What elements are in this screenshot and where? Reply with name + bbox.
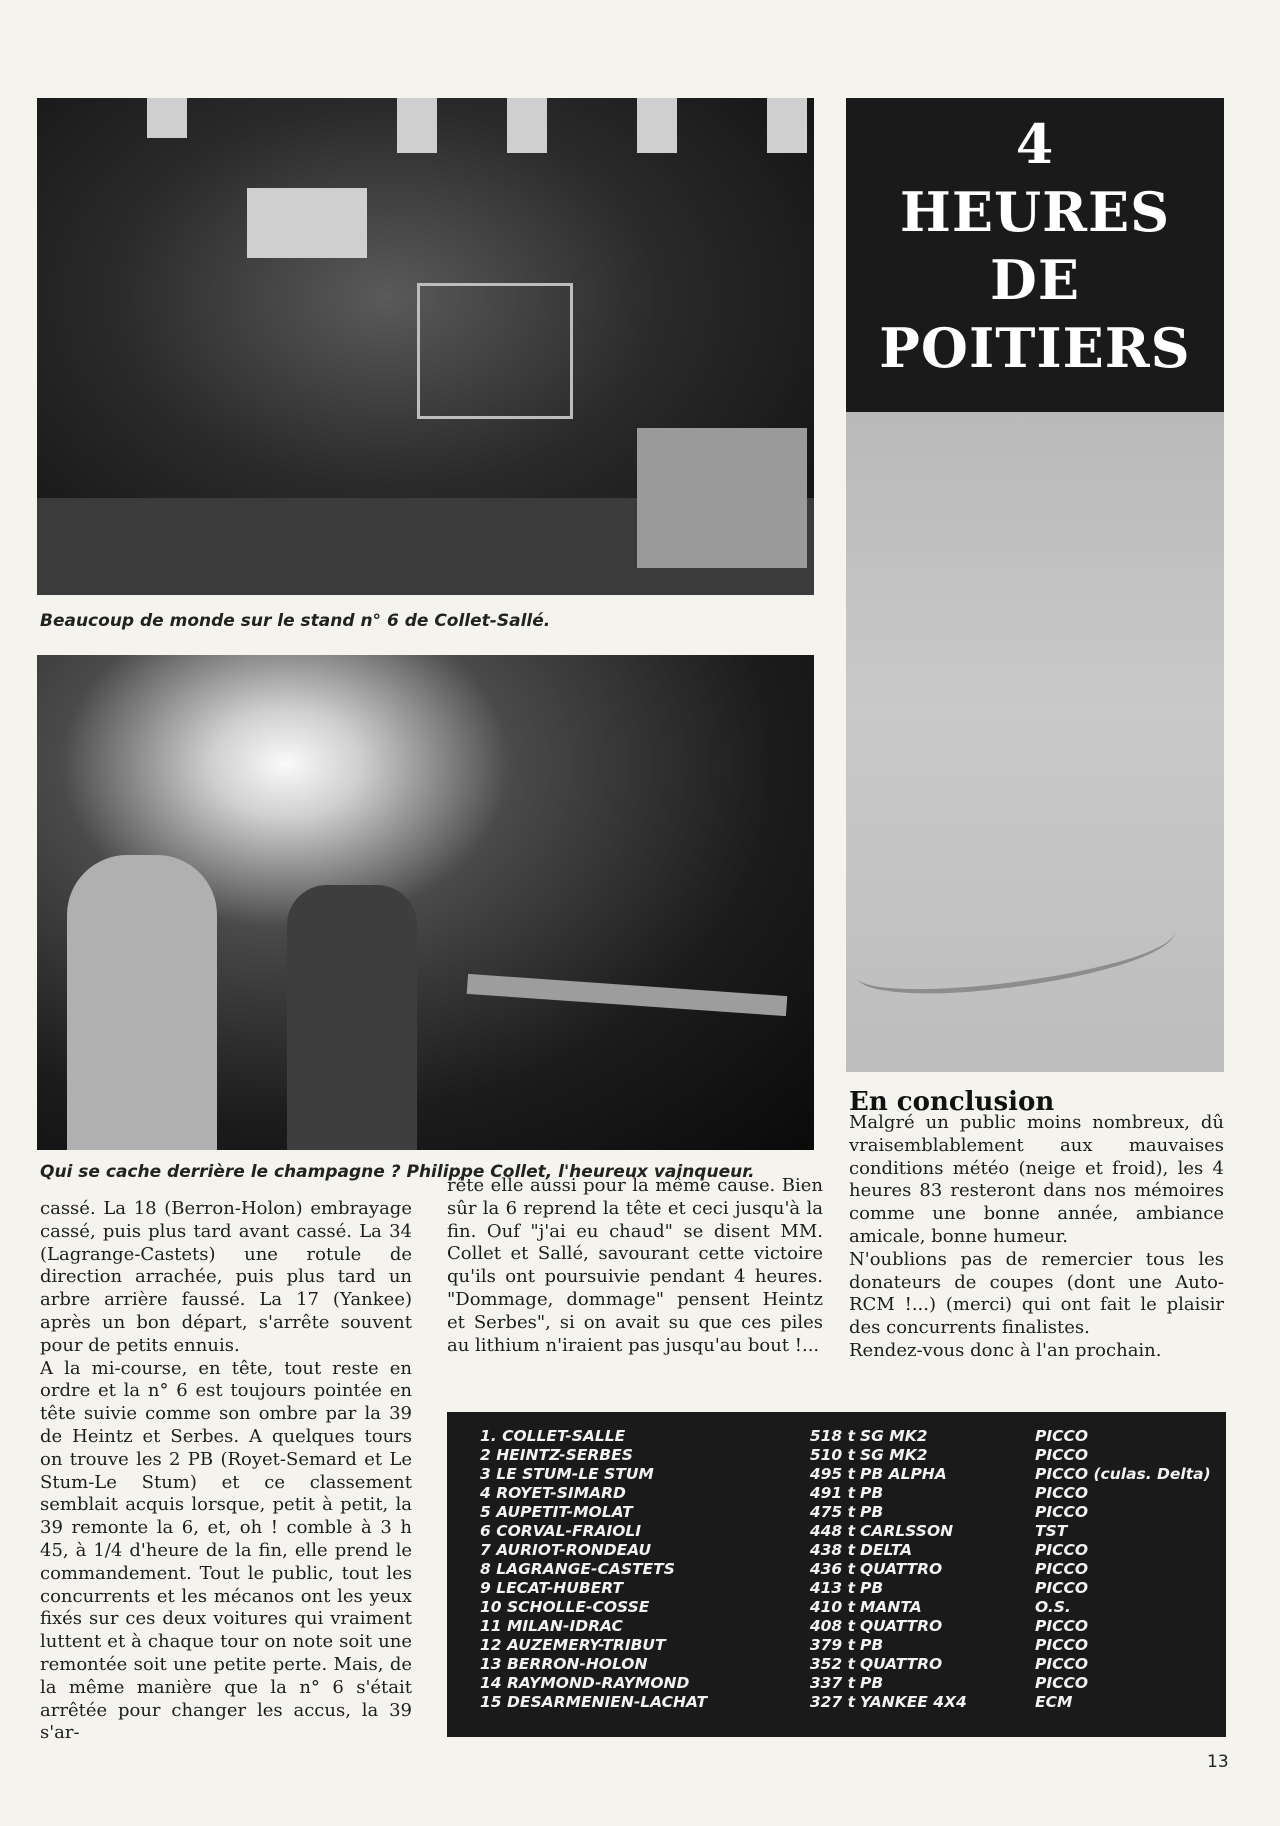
chassis: QUATTRO bbox=[860, 1655, 943, 1673]
article-paragraph: rête elle aussi pour la même cause. Bien sûr la 6 reprend la tête et ceci jusqu'à la fin. Ouf "j'ai eu chaud" se disent MM. Collet et Sallé, savourant cette victoire qu'ils ont poursuivie pendant 4 heures. "Dommage, dommage" pensent Heintz et Serbes", si on avait su que ces piles au lithium n'iraient pas jusqu'au bout !... bbox=[447, 1175, 823, 1356]
laps: 379 t bbox=[809, 1636, 855, 1654]
engine: PICCO bbox=[1035, 1503, 1089, 1521]
photo1-caption: Beaucoup de monde sur le stand n° 6 de Collet-Sallé. bbox=[40, 611, 551, 631]
chassis: PB bbox=[860, 1636, 884, 1654]
chassis: YANKEE 4X4 bbox=[860, 1693, 967, 1711]
photo2-caption: Qui se cache derrière le champagne ? Philippe Collet, l'heureux vainqueur. bbox=[40, 1162, 755, 1182]
engine: PICCO bbox=[1035, 1579, 1089, 1597]
team-name: 2 HEINTZ-SERBES bbox=[480, 1446, 633, 1464]
panel-decoration bbox=[853, 905, 1178, 1003]
engine: PICCO bbox=[1035, 1560, 1089, 1578]
team-name: 5 AUPETIT-MOLAT bbox=[480, 1503, 633, 1521]
engine: PICCO (culas. Delta) bbox=[1035, 1465, 1211, 1483]
team-name: 12 AUZEMERY-TRIBUT bbox=[480, 1636, 666, 1654]
team-name: 1. COLLET-SALLE bbox=[480, 1427, 626, 1445]
engine: PICCO bbox=[1035, 1655, 1089, 1673]
laps: 495 t bbox=[809, 1465, 855, 1483]
laps: 436 t bbox=[809, 1560, 855, 1578]
chassis: QUATTRO bbox=[860, 1617, 943, 1635]
laps: 491 t bbox=[809, 1484, 855, 1502]
photo-shirt bbox=[247, 188, 367, 258]
chassis: CARLSSON bbox=[860, 1522, 954, 1540]
photo-crate bbox=[637, 428, 807, 568]
team-name: 15 DESARMENIEN-LACHAT bbox=[480, 1693, 708, 1711]
engine: PICCO bbox=[1035, 1446, 1089, 1464]
photo-champagne bbox=[37, 655, 814, 1150]
laps: 510 t bbox=[809, 1446, 855, 1464]
engine: PICCO bbox=[1035, 1674, 1089, 1692]
laps: 327 t bbox=[809, 1693, 855, 1711]
team-name: 6 CORVAL-FRAIOLI bbox=[480, 1522, 642, 1540]
laps: 413 t bbox=[809, 1579, 855, 1597]
article-title bbox=[846, 98, 1224, 412]
chassis: DELTA bbox=[860, 1541, 913, 1559]
team-name: 13 BERRON-HOLON bbox=[480, 1655, 648, 1673]
engine: PICCO bbox=[1035, 1484, 1089, 1502]
chassis: PB bbox=[860, 1484, 884, 1502]
team-name: 3 LE STUM-LE STUM bbox=[480, 1465, 654, 1483]
photo-detail bbox=[397, 98, 437, 153]
title-line-3: DE bbox=[990, 248, 1080, 312]
laps: 352 t bbox=[809, 1655, 855, 1673]
photo-detail bbox=[767, 98, 807, 153]
laps: 448 t bbox=[809, 1522, 855, 1540]
article-column-middle bbox=[447, 1175, 823, 1357]
grey-panel bbox=[846, 412, 1224, 1072]
chassis: PB bbox=[860, 1579, 884, 1597]
engine: O.S. bbox=[1035, 1598, 1071, 1616]
chassis: QUATTRO bbox=[860, 1560, 943, 1578]
engine: PICCO bbox=[1035, 1636, 1089, 1654]
team-name: 9 LECAT-HUBERT bbox=[480, 1579, 624, 1597]
photo-stand-6 bbox=[37, 98, 814, 595]
photo-case bbox=[417, 283, 573, 419]
engine: PICCO bbox=[1035, 1427, 1089, 1445]
laps: 518 t bbox=[809, 1427, 855, 1445]
team-name: 7 AURIOT-RONDEAU bbox=[480, 1541, 652, 1559]
chassis: MANTA bbox=[860, 1598, 922, 1616]
engine: ECM bbox=[1035, 1693, 1073, 1711]
chassis: SG MK2 bbox=[860, 1427, 928, 1445]
title-line-2: HEURES bbox=[899, 180, 1171, 244]
engine: TST bbox=[1035, 1522, 1068, 1540]
engine: PICCO bbox=[1035, 1541, 1089, 1559]
team-name: 10 SCHOLLE-COSSE bbox=[480, 1598, 650, 1616]
conclusion-paragraph: N'oublions pas de remercier tous les donateurs de coupes (dont une Auto-RCM !...) (merci) qui ont fait le plaisir des concurrents finalistes. bbox=[849, 1248, 1224, 1339]
page-number: 13 bbox=[1207, 1752, 1229, 1772]
photo-detail bbox=[507, 98, 547, 153]
laps: 475 t bbox=[809, 1503, 855, 1521]
laps: 438 t bbox=[809, 1541, 855, 1559]
laps: 408 t bbox=[809, 1617, 855, 1635]
photo-person bbox=[287, 885, 417, 1150]
conclusion-paragraph: Rendez-vous donc à l'an prochain. bbox=[849, 1339, 1162, 1361]
chassis: SG MK2 bbox=[860, 1446, 928, 1464]
conclusion-paragraph: Malgré un public moins nombreux, dû vraisemblablement aux mauvaises conditions météo (neige et froid), les 4 heures 83 resteront dans nos mémoires comme une bonne année, ambiance amicale, bonne humeur. bbox=[849, 1112, 1224, 1247]
title-line-1: 4 bbox=[1015, 112, 1055, 176]
engine: PICCO bbox=[1035, 1617, 1089, 1635]
conclusion-heading: En conclusion bbox=[849, 1087, 1055, 1117]
photo-table bbox=[467, 974, 788, 1016]
photo-detail bbox=[637, 98, 677, 153]
team-name: 8 LAGRANGE-CASTETS bbox=[480, 1560, 675, 1578]
photo-person bbox=[67, 855, 217, 1150]
chassis: PB bbox=[860, 1674, 884, 1692]
article-paragraph: A la mi-course, en tête, tout reste en ordre et la n° 6 est toujours pointée en tête suivie comme son ombre par la 39 de Heintz et Serbes. A quelques tours on trouve les 2 PB (Royet-Semard et Le Stum-Le Stum) et ce classement semblait acquis lorsque, petit à petit, la 39 remonte la 6, et, oh ! comble à 3 h 45, à 1/4 d'heure de la fin, elle prend le commandement. Tout le public, tout les concurrents et les mécanos ont les yeux fixés sur ces deux voitures qui vraiment luttent et à chaque tour on note soit une remontée soit une petite perte. Mais, de la même manière que la n° 6 s'était arrêtée pour changer les accus, la 39 s'ar- bbox=[40, 1357, 412, 1744]
laps: 337 t bbox=[809, 1674, 855, 1692]
article-column-left bbox=[40, 1198, 412, 1745]
team-name: 4 ROYET-SIMARD bbox=[480, 1484, 626, 1502]
team-name: 14 RAYMOND-RAYMOND bbox=[480, 1674, 690, 1692]
laps: 410 t bbox=[809, 1598, 855, 1616]
photo-detail bbox=[147, 98, 187, 138]
team-name: 11 MILAN-IDRAC bbox=[480, 1617, 623, 1635]
results-table bbox=[447, 1412, 1226, 1737]
title-line-4: POITIERS bbox=[879, 316, 1191, 380]
conclusion-text bbox=[849, 1112, 1224, 1363]
chassis: PB ALPHA bbox=[860, 1465, 947, 1483]
article-paragraph: cassé. La 18 (Berron-Holon) embrayage cassé, puis plus tard avant cassé. La 34 (Lagrange-Castets) une rotule de direction arrachée, puis plus tard un arbre arrière faussé. La 17 (Yankee) après un bon départ, s'arrête souvent pour de petits ennuis. bbox=[40, 1198, 412, 1356]
chassis: PB bbox=[860, 1503, 884, 1521]
